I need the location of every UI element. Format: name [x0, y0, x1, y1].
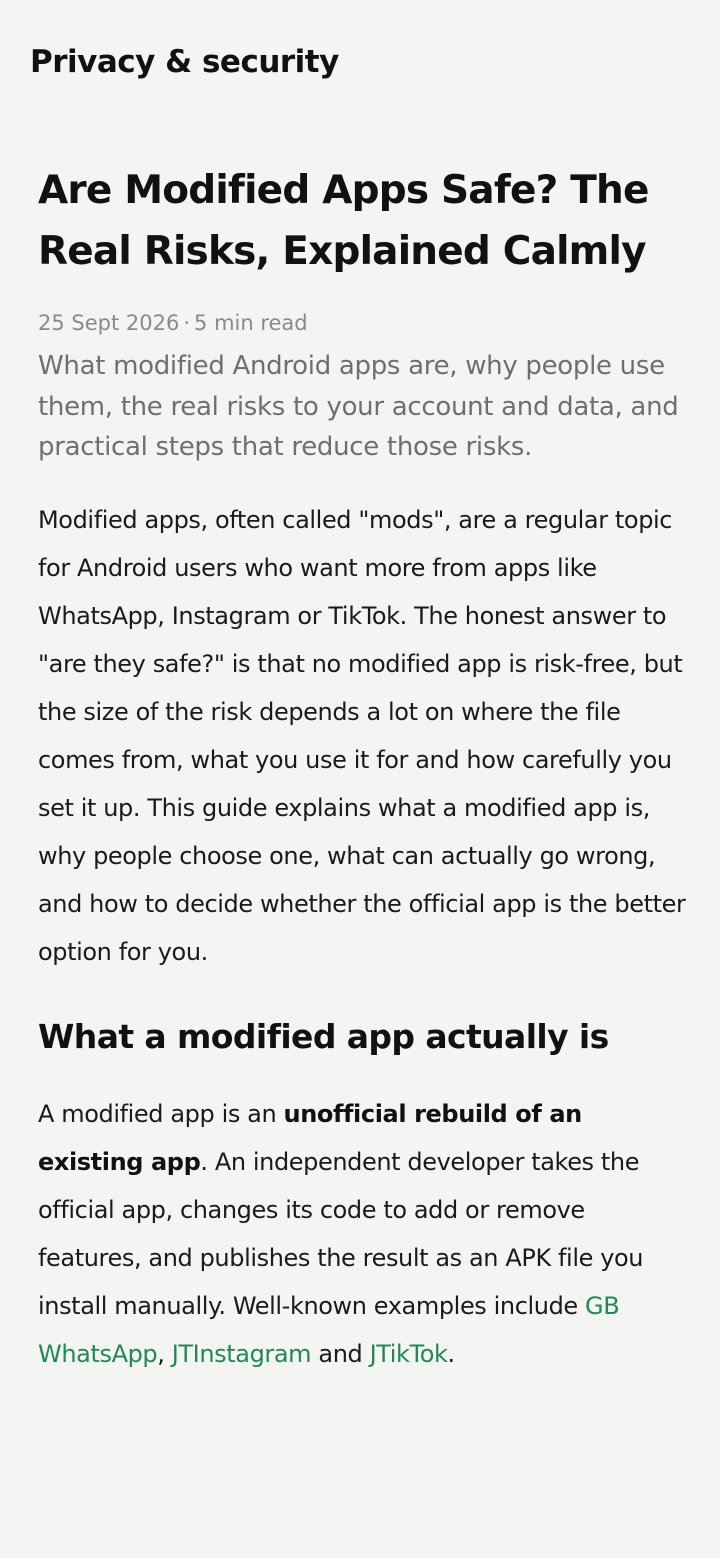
section-paragraph: [38, 1090, 688, 1378]
bold-text: unofficial rebuild of an existing app: [38, 1099, 582, 1176]
article-title: Are Modified Apps Safe? The Real Risks, Explained Calmly: [38, 168, 649, 274]
link-jtinstagram[interactable]: JTInstagram: [171, 1339, 312, 1368]
publish-date: 25 Sept 2026: [38, 311, 180, 335]
paragraph-text: A modified app is an: [38, 1099, 284, 1128]
intro-paragraph: Modified apps, often called "mods", are a regular topic for Android users who want more from apps like WhatsApp, Instagram or TikTok. The honest answer to "are they safe?" is that no modified app is risk-free, but the size of the risk depends a lot on where the file comes from, what you use it for and how carefully you set it up. This guide explains what a modified app is, why people choose one, what can actually go wrong, and how to decide whether the official app is the better option for you.: [38, 505, 686, 966]
article-meta: [38, 304, 688, 342]
site-header-title[interactable]: Privacy & security: [30, 44, 339, 80]
read-time: 5 min read: [194, 311, 308, 335]
article: [38, 160, 688, 1378]
paragraph-text: .: [447, 1339, 455, 1368]
paragraph-text: and: [311, 1339, 370, 1368]
paragraph-text: ,: [157, 1339, 172, 1368]
article-summary: What modified Android apps are, why people use them, the real risks to your account and data, and practical steps that reduce those risks.: [38, 351, 679, 462]
section-heading: What a modified app actually is: [38, 1016, 609, 1056]
link-gb-whatsapp[interactable]: GB WhatsApp: [38, 1291, 620, 1368]
meta-separator: ·: [183, 311, 191, 335]
link-jtiktok[interactable]: JTikTok: [369, 1339, 448, 1368]
paragraph-text: . An independent developer takes the official app, changes its code to add or remove features, and publishes the result as an APK file you install manually. Well-known examples include: [38, 1147, 644, 1320]
